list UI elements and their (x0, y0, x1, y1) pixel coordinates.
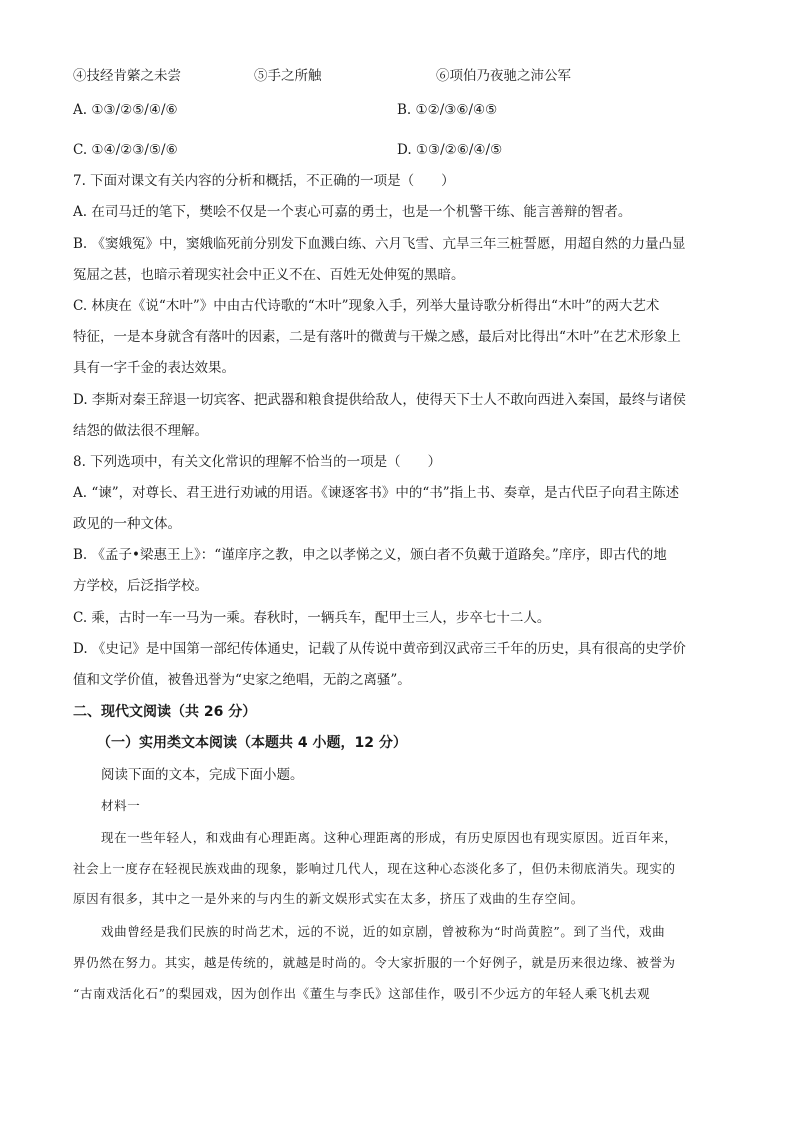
q7-choice-d-line1: D. 李斯对秦王辞退一切宾客、把武器和粮食提供给敌人，使得天下士人不敢向西进入秦国，最终与诸侯 (73, 392, 686, 408)
material-paragraph-2-line1: 戏曲曾经是我们民族的时尚艺术，远的不说，近的如京剧，曾被称为“时尚黄腔”。到了当代，戏曲 (101, 924, 666, 939)
option-item-6: ⑥项伯乃夜驰之沛公军 (436, 68, 571, 84)
q8-choice-d-line1: D. 《史记》是中国第一部纪传体通史，记载了从传说中黄帝到汉武帝三千年的历史，具有很高的史学价 (73, 641, 686, 657)
material-paragraph-2-line2: 界仍然在努力。其实，越是传统的，就越是时尚的。令大家折服的一个好例子，就是历来很边缘、被誉为 (73, 955, 676, 970)
material-paragraph-1-line2: 社会上一度存在轻视民族戏曲的现象，影响过几代人，现在这种心态淡化多了，但仍未彻底消失。现实的 (73, 861, 676, 876)
q7-choice-c-line2: 特征，一是本身就含有落叶的因素，二是有落叶的微黄与干燥之感，最后对比得出“木叶”在艺术形象上 (73, 329, 681, 345)
material-paragraph-2-line3: “古南戏活化石”的梨园戏，因为创作出《董生与李氏》这部佳作，吸引不少远方的年轻人乘飞机去观 (73, 986, 651, 1001)
material-paragraph-1-line3: 原因有很多，其中之一是外来的与内生的新文娱形式实在太多，挤压了戏曲的生存空间。 (73, 891, 584, 906)
q8-choice-b-line2: 方学校，后泛指学校。 (73, 578, 208, 594)
q7-choice-b-line2: 冤屈之甚，也暗示着现实社会中正义不在、百姓无处伸冤的黑暗。 (73, 267, 465, 283)
q7-choice-c-line1: C. 林庚在《说“木叶”》中由古代诗歌的“木叶”现象入手，列举大量诗歌分析得出“木叶”的两大艺术 (73, 298, 660, 314)
q8-choice-b-line1: B. 《孟子•梁惠王上》：“谨庠序之教，申之以孝悌之义，颁白者不负戴于道路矣。”庠序，即古代的地 (73, 547, 667, 563)
q8-choice-a-line2: 政见的一种文体。 (73, 516, 181, 532)
option-item-5: ⑤手之所触 (254, 68, 322, 84)
q6-choice-a: A. ①③/②⑤/④/⑥ (73, 102, 178, 118)
q7-choice-c-line3: 具有一字千金的表达效果。 (73, 360, 235, 376)
option-item-4: ④技经肯綮之未尝 (73, 68, 181, 84)
material-label: 材料一 (101, 798, 141, 813)
q6-choice-d: D. ①③/②⑥/④/⑤ (397, 142, 503, 158)
q7-choice-d-line2: 结怨的做法很不理解。 (73, 423, 208, 439)
q8-choice-c: C. 乘，古时一车一马为一乘。春秋时，一辆兵车，配甲士三人，步卒七十二人。 (73, 610, 551, 626)
q7-choice-b-line1: B. 《窦娥冤》中，窦娥临死前分别发下血溅白练、六月飞雪、亢旱三年三桩誓愿，用超自然的力量凸显 (73, 236, 686, 252)
q8-choice-a-line1: A. “谏”，对尊长、君王进行劝诫的用语。《谏逐客书》中的“书”指上书、奏章，是古代臣子向君主陈述 (73, 485, 680, 501)
q6-choice-b: B. ①②/③⑥/④⑤ (397, 102, 498, 118)
q6-choice-c: C. ①④/②③/⑤/⑥ (73, 142, 178, 158)
q7-choice-a: A. 在司马迁的笔下，樊哙不仅是一个衷心可嘉的勇士，也是一个机警干练、能言善辩的智者。 (73, 204, 632, 220)
section-title: 二、现代文阅读（共 26 分） (73, 704, 257, 720)
q8-choice-d-line2: 值和文学价值，被鲁迅誉为“史家之绝唱，无韵之离骚”。 (73, 672, 411, 688)
material-paragraph-1-line1: 现在一些年轻人，和戏曲有心理距离。这种心理距离的形成，有历史原因也有现实原因。近百年来， (101, 830, 678, 845)
q8-stem: 8. 下列选项中，有关文化常识的理解不恰当的一项是（ ） (73, 454, 442, 470)
reading-instruction: 阅读下面的文本，完成下面小题。 (101, 767, 304, 783)
q7-stem: 7. 下面对课文有关内容的分析和概括，不正确的一项是（ ） (73, 173, 455, 189)
subsection-title: （一）实用类文本阅读（本题共 4 小题，12 分） (97, 735, 407, 751)
